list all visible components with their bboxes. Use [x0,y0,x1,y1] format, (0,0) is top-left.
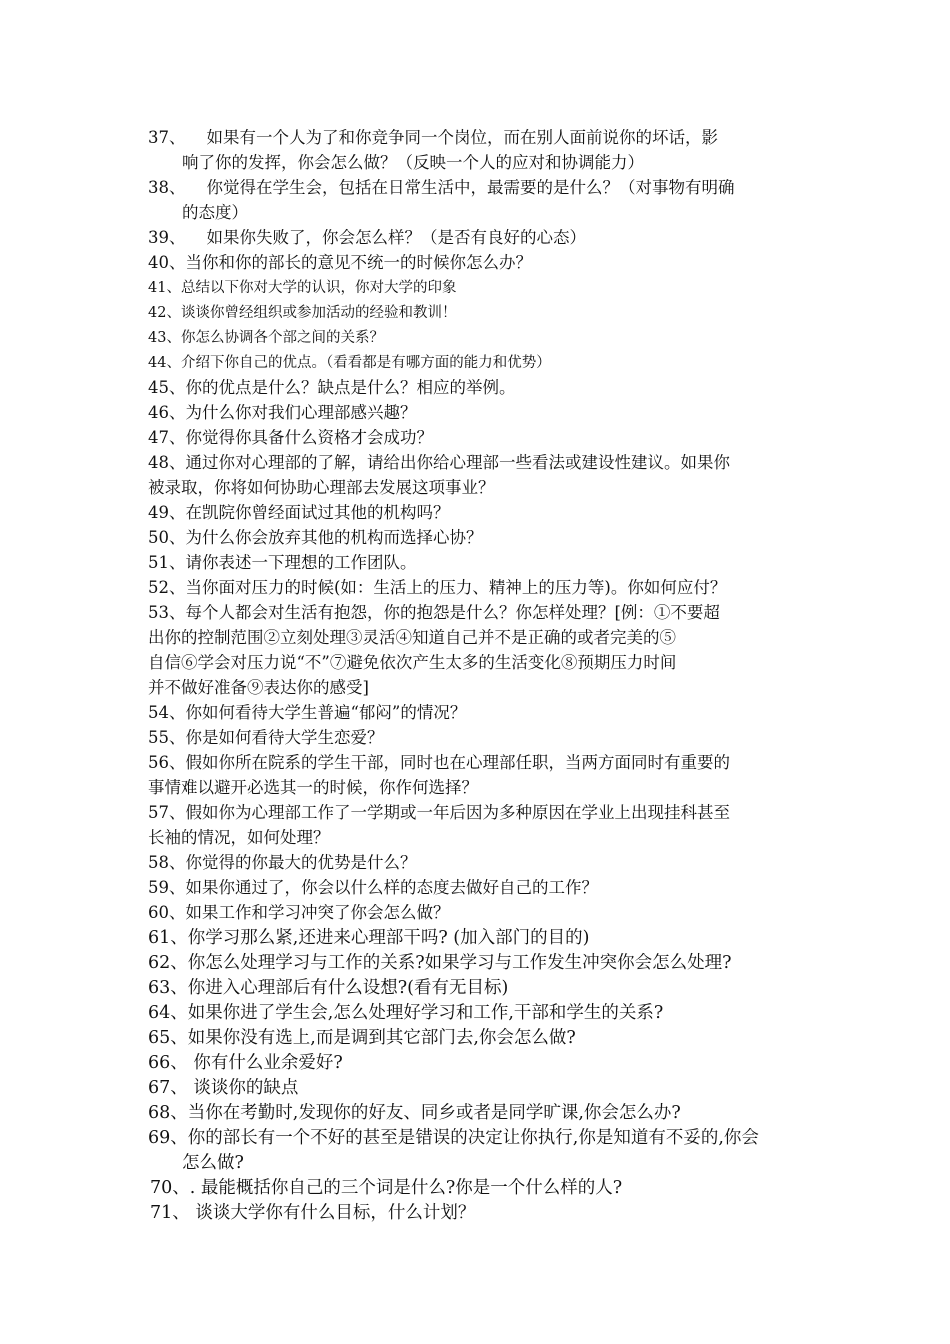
question-line: 54、你如何看待大学生普遍“郁闷”的情况？ [148,703,467,722]
question-line: 71、 谈谈大学你有什么目标，什么计划？ [150,1203,476,1223]
question-line: 44、介绍下你自己的优点。（看看都是有哪方面的能力和优势） [148,355,551,371]
question-line: 67、 谈谈你的缺点 [148,1078,299,1098]
question-line: 响了你的发挥，你会怎么做？（反映一个人的应对和协调能力） [182,153,644,172]
question-line: 63、你进入心理部后有什么设想?(看有无目标) [148,978,509,998]
question-line: 49、在凯院你曾经面试过其他的机构吗？ [148,503,450,522]
question-line: 70、. 最能概括你自己的三个词是什么?你是一个什么样的人? [150,1178,623,1198]
question-line: 65、如果你没有选上,而是调到其它部门去,你会怎么做? [148,1028,576,1048]
question-line: 43、你怎么协调各个部之间的关系？ [148,330,384,346]
question-line: 37、 如果有一个人为了和你竞争同一个岗位，而在别人面前说你的坏话，影 [148,128,718,147]
question-line: 68、当你在考勤时,发现你的好友、同乡或者是同学旷课,你会怎么办? [148,1103,681,1123]
question-line: 45、你的优点是什么？缺点是什么？相应的举例。 [148,378,516,397]
question-line: 事情难以避开必选其一的时候，你作何选择？ [148,778,478,797]
question-line: 69、你的部长有一个不好的甚至是错误的决定让你执行,你是知道有不妥的,你会 [148,1128,759,1148]
question-line: 50、为什么你会放弃其他的机构而选择心协？ [148,528,483,547]
question-line: 48、通过你对心理部的了解，请给出你给心理部一些看法或建设性建议。如果你 [148,453,730,472]
question-line: 58、你觉得的你最大的优势是什么？ [148,853,417,872]
question-line: 41、总结以下你对大学的认识，你对大学的印象 [148,280,457,296]
question-line: 39、 如果你失败了，你会怎么样？（是否有良好的心态） [148,228,586,247]
question-line: 64、如果你进了学生会,怎么处理好学习和工作,干部和学生的关系? [148,1003,664,1023]
question-line: 怎么做? [182,1153,244,1173]
question-line: 40、当你和你的部长的意见不统一的时候你怎么办？ [148,253,532,272]
question-line: 47、你觉得你具备什么资格才会成功？ [148,428,433,447]
question-line: 并不做好准备⑨表达你的感受] [148,678,369,697]
question-line: 60、如果工作和学习冲突了你会怎么做？ [148,903,450,922]
question-line: 52、当你面对压力的时候(如：生活上的压力、精神上的压力等)。你如何应付？ [148,578,727,597]
question-line: 42、谈谈你曾经组织或参加活动的经验和教训！ [148,305,457,321]
question-line: 51、请你表述一下理想的工作团队。 [148,553,417,572]
question-line: 38、 你觉得在学生会，包括在日常生活中，最需要的是什么？（对事物有明确 [148,178,735,197]
question-line: 55、你是如何看待大学生恋爱？ [148,728,384,747]
question-line: 自信⑥学会对压力说“不”⑦避免依次产生太多的生活变化⑧预期压力时间 [148,653,677,672]
question-line: 被录取，你将如何协助心理部去发展这项事业？ [148,478,495,497]
question-line: 59、如果你通过了，你会以什么样的态度去做好自己的工作？ [148,878,598,897]
question-line: 61、你学习那么紧,还进来心理部干吗? (加入部门的目的) [148,928,590,948]
question-line: 57、假如你为心理部工作了一学期或一年后因为多种原因在学业上出现挂科甚至 [148,803,730,822]
question-line: 62、你怎么处理学习与工作的关系?如果学习与工作发生冲突你会怎么处理? [148,953,732,973]
question-line: 53、每个人都会对生活有抱怨，你的抱怨是什么？你怎样处理？[例：①不要超 [148,603,720,622]
question-line: 长袖的情况，如何处理？ [148,828,330,847]
question-line: 46、为什么你对我们心理部感兴趣？ [148,403,417,422]
question-line: 出你的控制范围②立刻处理③灵活④知道自己并不是正确的或者完美的⑤ [148,628,676,647]
question-line: 66、 你有什么业余爱好? [148,1053,343,1073]
question-line: 的态度） [182,203,248,222]
question-line: 56、假如你所在院系的学生干部，同时也在心理部任职，当两方面同时有重要的 [148,753,730,772]
